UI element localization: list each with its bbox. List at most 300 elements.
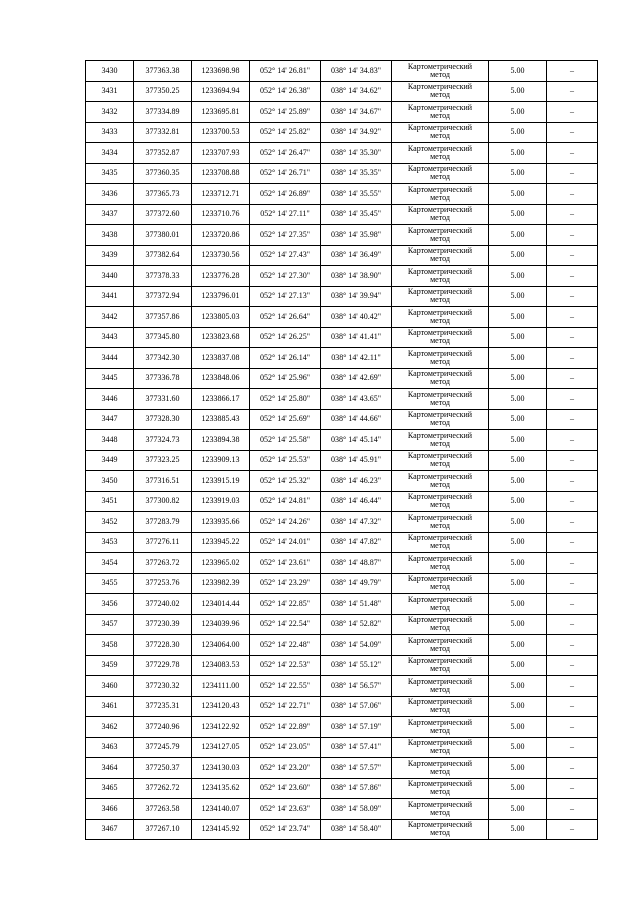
accuracy-cell: 5.00 <box>489 286 547 307</box>
method-line-2: метод <box>430 766 450 776</box>
point-number-cell: 3434 <box>86 143 134 164</box>
accuracy-cell: 5.00 <box>489 594 547 615</box>
table-row <box>86 819 598 840</box>
latitude-cell: 052° 14' 23.20" <box>250 758 321 779</box>
point-number-cell: 3431 <box>86 81 134 102</box>
point-number-cell: 3442 <box>86 307 134 328</box>
latitude-cell: 052° 14' 26.89" <box>250 184 321 205</box>
method-cell <box>392 184 489 205</box>
accuracy-cell: 5.00 <box>489 491 547 512</box>
y-coordinate-cell: 1234111.00 <box>192 676 250 697</box>
table-row <box>86 81 598 102</box>
y-coordinate-cell: 1233708.88 <box>192 163 250 184</box>
y-coordinate-cell: 1233915.19 <box>192 471 250 492</box>
method-cell <box>392 573 489 594</box>
note-cell: – <box>547 491 598 512</box>
method-cell <box>392 676 489 697</box>
note-cell: – <box>547 819 598 840</box>
point-number-cell: 3432 <box>86 102 134 123</box>
method-line-2: метод <box>430 807 450 817</box>
point-number-cell: 3456 <box>86 594 134 615</box>
latitude-cell: 052° 14' 22.54" <box>250 614 321 635</box>
method-line-2: метод <box>430 520 450 530</box>
longitude-cell: 038° 14' 57.57" <box>321 758 392 779</box>
x-coordinate-cell: 377372.60 <box>134 204 192 225</box>
point-number-cell: 3455 <box>86 573 134 594</box>
accuracy-cell: 5.00 <box>489 655 547 676</box>
note-cell: – <box>547 61 598 82</box>
longitude-cell: 038° 14' 57.06" <box>321 696 392 717</box>
table-row <box>86 430 598 451</box>
table-row <box>86 512 598 533</box>
latitude-cell: 052° 14' 26.47" <box>250 143 321 164</box>
method-line-2: метод <box>430 336 450 346</box>
longitude-cell: 038° 14' 52.82" <box>321 614 392 635</box>
table-row <box>86 61 598 82</box>
note-cell: – <box>547 348 598 369</box>
accuracy-cell: 5.00 <box>489 81 547 102</box>
method-line-2: метод <box>430 602 450 612</box>
method-line-2: метод <box>430 459 450 469</box>
y-coordinate-cell: 1234130.03 <box>192 758 250 779</box>
table-row <box>86 266 598 287</box>
method-cell <box>392 348 489 369</box>
latitude-cell: 052° 14' 24.81" <box>250 491 321 512</box>
method-cell <box>392 778 489 799</box>
latitude-cell: 052° 14' 22.71" <box>250 696 321 717</box>
latitude-cell: 052° 14' 25.69" <box>250 409 321 430</box>
method-cell <box>392 614 489 635</box>
y-coordinate-cell: 1233698.98 <box>192 61 250 82</box>
method-line-1: Картометрический <box>407 164 473 174</box>
longitude-cell: 038° 14' 55.12" <box>321 655 392 676</box>
x-coordinate-cell: 377283.79 <box>134 512 192 533</box>
note-cell: – <box>547 143 598 164</box>
longitude-cell: 038° 14' 35.35" <box>321 163 392 184</box>
y-coordinate-cell: 1234039.96 <box>192 614 250 635</box>
latitude-cell: 052° 14' 26.64" <box>250 307 321 328</box>
method-line-2: метод <box>430 582 450 592</box>
method-line-1: Картометрический <box>407 451 473 461</box>
x-coordinate-cell: 377235.31 <box>134 696 192 717</box>
note-cell: – <box>547 245 598 266</box>
longitude-cell: 038° 14' 34.62" <box>321 81 392 102</box>
method-line-2: метод <box>430 315 450 325</box>
x-coordinate-cell: 377365.73 <box>134 184 192 205</box>
accuracy-cell: 5.00 <box>489 327 547 348</box>
accuracy-cell: 5.00 <box>489 573 547 594</box>
x-coordinate-cell: 377267.10 <box>134 819 192 840</box>
point-number-cell: 3464 <box>86 758 134 779</box>
x-coordinate-cell: 377357.86 <box>134 307 192 328</box>
latitude-cell: 052° 14' 22.85" <box>250 594 321 615</box>
method-cell <box>392 532 489 553</box>
method-line-1: Картометрический <box>407 553 473 563</box>
method-line-2: метод <box>430 664 450 674</box>
point-number-cell: 3436 <box>86 184 134 205</box>
latitude-cell: 052° 14' 25.53" <box>250 450 321 471</box>
table-row <box>86 778 598 799</box>
latitude-cell: 052° 14' 26.25" <box>250 327 321 348</box>
method-cell <box>392 717 489 738</box>
x-coordinate-cell: 377352.87 <box>134 143 192 164</box>
table-row <box>86 286 598 307</box>
latitude-cell: 052° 14' 25.96" <box>250 368 321 389</box>
latitude-cell: 052° 14' 25.82" <box>250 122 321 143</box>
method-cell <box>392 430 489 451</box>
note-cell: – <box>547 307 598 328</box>
accuracy-cell: 5.00 <box>489 737 547 758</box>
point-number-cell: 3458 <box>86 635 134 656</box>
latitude-cell: 052° 14' 22.53" <box>250 655 321 676</box>
y-coordinate-cell: 1233823.68 <box>192 327 250 348</box>
latitude-cell: 052° 14' 26.14" <box>250 348 321 369</box>
table-row <box>86 635 598 656</box>
latitude-cell: 052° 14' 24.26" <box>250 512 321 533</box>
accuracy-cell: 5.00 <box>489 225 547 246</box>
method-line-1: Картометрический <box>407 758 473 768</box>
note-cell: – <box>547 676 598 697</box>
point-number-cell: 3448 <box>86 430 134 451</box>
method-line-2: метод <box>430 274 450 284</box>
accuracy-cell: 5.00 <box>489 122 547 143</box>
point-number-cell: 3467 <box>86 819 134 840</box>
y-coordinate-cell: 1234122.92 <box>192 717 250 738</box>
note-cell: – <box>547 266 598 287</box>
table-row <box>86 327 598 348</box>
note-cell: – <box>547 553 598 574</box>
method-cell <box>392 286 489 307</box>
point-number-cell: 3435 <box>86 163 134 184</box>
point-number-cell: 3433 <box>86 122 134 143</box>
method-cell <box>392 655 489 676</box>
method-cell <box>392 635 489 656</box>
method-line-1: Картометрический <box>407 389 473 399</box>
method-line-2: метод <box>430 151 450 161</box>
latitude-cell: 052° 14' 27.13" <box>250 286 321 307</box>
longitude-cell: 038° 14' 43.65" <box>321 389 392 410</box>
method-cell <box>392 512 489 533</box>
method-cell <box>392 327 489 348</box>
table-row <box>86 122 598 143</box>
method-cell <box>392 81 489 102</box>
latitude-cell: 052° 14' 24.01" <box>250 532 321 553</box>
method-cell <box>392 368 489 389</box>
method-line-2: метод <box>430 295 450 305</box>
table-row <box>86 758 598 779</box>
method-line-1: Картометрический <box>407 656 473 666</box>
method-line-1: Картометрический <box>407 738 473 748</box>
longitude-cell: 038° 14' 58.09" <box>321 799 392 820</box>
x-coordinate-cell: 377229.78 <box>134 655 192 676</box>
x-coordinate-cell: 377336.78 <box>134 368 192 389</box>
method-line-2: метод <box>430 787 450 797</box>
table-row <box>86 676 598 697</box>
table-row <box>86 491 598 512</box>
x-coordinate-cell: 377342.30 <box>134 348 192 369</box>
accuracy-cell: 5.00 <box>489 717 547 738</box>
note-cell: – <box>547 409 598 430</box>
point-number-cell: 3463 <box>86 737 134 758</box>
method-line-2: метод <box>430 828 450 838</box>
y-coordinate-cell: 1234083.53 <box>192 655 250 676</box>
table-row <box>86 655 598 676</box>
table-row <box>86 594 598 615</box>
method-line-2: метод <box>430 69 450 79</box>
table-row <box>86 799 598 820</box>
method-line-2: метод <box>430 643 450 653</box>
point-number-cell: 3465 <box>86 778 134 799</box>
accuracy-cell: 5.00 <box>489 696 547 717</box>
longitude-cell: 038° 14' 44.66" <box>321 409 392 430</box>
point-number-cell: 3446 <box>86 389 134 410</box>
longitude-cell: 038° 14' 47.32" <box>321 512 392 533</box>
note-cell: – <box>547 163 598 184</box>
method-line-2: метод <box>430 377 450 387</box>
method-cell <box>392 163 489 184</box>
method-line-2: метод <box>430 725 450 735</box>
latitude-cell: 052° 14' 22.55" <box>250 676 321 697</box>
method-line-1: Картометрический <box>407 348 473 358</box>
longitude-cell: 038° 14' 58.40" <box>321 819 392 840</box>
y-coordinate-cell: 1233848.06 <box>192 368 250 389</box>
method-line-1: Картометрический <box>407 676 473 686</box>
table-row <box>86 163 598 184</box>
accuracy-cell: 5.00 <box>489 348 547 369</box>
latitude-cell: 052° 14' 26.81" <box>250 61 321 82</box>
x-coordinate-cell: 377323.25 <box>134 450 192 471</box>
method-cell <box>392 307 489 328</box>
longitude-cell: 038° 14' 45.14" <box>321 430 392 451</box>
latitude-cell: 052° 14' 27.30" <box>250 266 321 287</box>
accuracy-cell: 5.00 <box>489 532 547 553</box>
point-number-cell: 3457 <box>86 614 134 635</box>
longitude-cell: 038° 14' 41.41" <box>321 327 392 348</box>
x-coordinate-cell: 377382.64 <box>134 245 192 266</box>
accuracy-cell: 5.00 <box>489 471 547 492</box>
note-cell: – <box>547 635 598 656</box>
note-cell: – <box>547 799 598 820</box>
point-number-cell: 3443 <box>86 327 134 348</box>
accuracy-cell: 5.00 <box>489 553 547 574</box>
accuracy-cell: 5.00 <box>489 635 547 656</box>
x-coordinate-cell: 377380.01 <box>134 225 192 246</box>
method-line-1: Картометрический <box>407 430 473 440</box>
method-cell <box>392 266 489 287</box>
note-cell: – <box>547 778 598 799</box>
y-coordinate-cell: 1233837.08 <box>192 348 250 369</box>
method-line-1: Картометрический <box>407 820 473 830</box>
point-number-cell: 3441 <box>86 286 134 307</box>
point-number-cell: 3440 <box>86 266 134 287</box>
method-line-2: метод <box>430 705 450 715</box>
y-coordinate-cell: 1233712.71 <box>192 184 250 205</box>
method-cell <box>392 409 489 430</box>
x-coordinate-cell: 377276.11 <box>134 532 192 553</box>
longitude-cell: 038° 14' 57.86" <box>321 778 392 799</box>
method-line-1: Картометрический <box>407 697 473 707</box>
method-line-2: метод <box>430 746 450 756</box>
table-row <box>86 348 598 369</box>
method-line-1: Картометрический <box>407 307 473 317</box>
point-number-cell: 3459 <box>86 655 134 676</box>
table-row <box>86 204 598 225</box>
table-body <box>86 61 598 840</box>
latitude-cell: 052° 14' 22.48" <box>250 635 321 656</box>
y-coordinate-cell: 1233695.81 <box>192 102 250 123</box>
point-number-cell: 3445 <box>86 368 134 389</box>
x-coordinate-cell: 377332.81 <box>134 122 192 143</box>
y-coordinate-cell: 1234127.05 <box>192 737 250 758</box>
note-cell: – <box>547 655 598 676</box>
method-line-2: метод <box>430 131 450 141</box>
method-line-1: Картометрический <box>407 102 473 112</box>
method-line-2: метод <box>430 233 450 243</box>
point-number-cell: 3461 <box>86 696 134 717</box>
point-number-cell: 3452 <box>86 512 134 533</box>
y-coordinate-cell: 1233694.94 <box>192 81 250 102</box>
accuracy-cell: 5.00 <box>489 184 547 205</box>
method-line-1: Картометрический <box>407 533 473 543</box>
longitude-cell: 038° 14' 46.44" <box>321 491 392 512</box>
y-coordinate-cell: 1233935.66 <box>192 512 250 533</box>
y-coordinate-cell: 1233805.03 <box>192 307 250 328</box>
point-number-cell: 3437 <box>86 204 134 225</box>
latitude-cell: 052° 14' 26.38" <box>250 81 321 102</box>
point-number-cell: 3462 <box>86 717 134 738</box>
y-coordinate-cell: 1233894.38 <box>192 430 250 451</box>
accuracy-cell: 5.00 <box>489 409 547 430</box>
method-line-2: метод <box>430 110 450 120</box>
note-cell: – <box>547 696 598 717</box>
method-line-1: Картометрический <box>407 328 473 338</box>
x-coordinate-cell: 377230.39 <box>134 614 192 635</box>
table-row <box>86 225 598 246</box>
method-cell <box>392 491 489 512</box>
method-line-1: Картометрический <box>407 512 473 522</box>
note-cell: – <box>547 532 598 553</box>
longitude-cell: 038° 14' 57.41" <box>321 737 392 758</box>
accuracy-cell: 5.00 <box>489 819 547 840</box>
longitude-cell: 038° 14' 34.92" <box>321 122 392 143</box>
method-line-1: Картометрический <box>407 492 473 502</box>
x-coordinate-cell: 377240.96 <box>134 717 192 738</box>
method-line-1: Картометрический <box>407 799 473 809</box>
method-line-2: метод <box>430 418 450 428</box>
note-cell: – <box>547 327 598 348</box>
latitude-cell: 052° 14' 27.35" <box>250 225 321 246</box>
method-line-2: метод <box>430 500 450 510</box>
accuracy-cell: 5.00 <box>489 61 547 82</box>
method-cell <box>392 553 489 574</box>
note-cell: – <box>547 102 598 123</box>
latitude-cell: 052° 14' 25.58" <box>250 430 321 451</box>
latitude-cell: 052° 14' 27.43" <box>250 245 321 266</box>
note-cell: – <box>547 286 598 307</box>
accuracy-cell: 5.00 <box>489 389 547 410</box>
y-coordinate-cell: 1234064.00 <box>192 635 250 656</box>
note-cell: – <box>547 594 598 615</box>
point-number-cell: 3444 <box>86 348 134 369</box>
y-coordinate-cell: 1234140.07 <box>192 799 250 820</box>
method-line-1: Картометрический <box>407 287 473 297</box>
x-coordinate-cell: 377316.51 <box>134 471 192 492</box>
longitude-cell: 038° 14' 45.91" <box>321 450 392 471</box>
longitude-cell: 038° 14' 42.11" <box>321 348 392 369</box>
point-number-cell: 3450 <box>86 471 134 492</box>
y-coordinate-cell: 1233866.17 <box>192 389 250 410</box>
note-cell: – <box>547 81 598 102</box>
y-coordinate-cell: 1233885.43 <box>192 409 250 430</box>
method-cell <box>392 225 489 246</box>
method-line-1: Картометрический <box>407 369 473 379</box>
method-cell <box>392 122 489 143</box>
method-line-2: метод <box>430 561 450 571</box>
longitude-cell: 038° 14' 42.69" <box>321 368 392 389</box>
point-number-cell: 3460 <box>86 676 134 697</box>
x-coordinate-cell: 377372.94 <box>134 286 192 307</box>
x-coordinate-cell: 377245.79 <box>134 737 192 758</box>
x-coordinate-cell: 377328.30 <box>134 409 192 430</box>
accuracy-cell: 5.00 <box>489 143 547 164</box>
method-line-1: Картометрический <box>407 246 473 256</box>
longitude-cell: 038° 14' 40.42" <box>321 307 392 328</box>
x-coordinate-cell: 377240.02 <box>134 594 192 615</box>
table-row <box>86 573 598 594</box>
table-row <box>86 553 598 574</box>
x-coordinate-cell: 377334.89 <box>134 102 192 123</box>
longitude-cell: 038° 14' 34.67" <box>321 102 392 123</box>
note-cell: – <box>547 204 598 225</box>
method-line-1: Картометрический <box>407 779 473 789</box>
point-number-cell: 3438 <box>86 225 134 246</box>
x-coordinate-cell: 377363.38 <box>134 61 192 82</box>
table-row <box>86 450 598 471</box>
accuracy-cell: 5.00 <box>489 266 547 287</box>
method-cell <box>392 594 489 615</box>
note-cell: – <box>547 758 598 779</box>
point-number-cell: 3453 <box>86 532 134 553</box>
method-line-1: Картометрический <box>407 225 473 235</box>
method-cell <box>392 758 489 779</box>
note-cell: – <box>547 122 598 143</box>
table-row <box>86 471 598 492</box>
latitude-cell: 052° 14' 22.89" <box>250 717 321 738</box>
table-row <box>86 614 598 635</box>
table-row <box>86 389 598 410</box>
note-cell: – <box>547 430 598 451</box>
x-coordinate-cell: 377263.72 <box>134 553 192 574</box>
note-cell: – <box>547 717 598 738</box>
accuracy-cell: 5.00 <box>489 614 547 635</box>
accuracy-cell: 5.00 <box>489 758 547 779</box>
point-number-cell: 3466 <box>86 799 134 820</box>
method-line-1: Картометрический <box>407 143 473 153</box>
longitude-cell: 038° 14' 57.19" <box>321 717 392 738</box>
method-line-1: Картометрический <box>407 410 473 420</box>
point-number-cell: 3439 <box>86 245 134 266</box>
x-coordinate-cell: 377350.25 <box>134 81 192 102</box>
y-coordinate-cell: 1233700.53 <box>192 122 250 143</box>
point-number-cell: 3449 <box>86 450 134 471</box>
x-coordinate-cell: 377262.72 <box>134 778 192 799</box>
y-coordinate-cell: 1233945.22 <box>192 532 250 553</box>
note-cell: – <box>547 184 598 205</box>
method-cell <box>392 102 489 123</box>
longitude-cell: 038° 14' 35.45" <box>321 204 392 225</box>
y-coordinate-cell: 1233982.39 <box>192 573 250 594</box>
latitude-cell: 052° 14' 25.32" <box>250 471 321 492</box>
